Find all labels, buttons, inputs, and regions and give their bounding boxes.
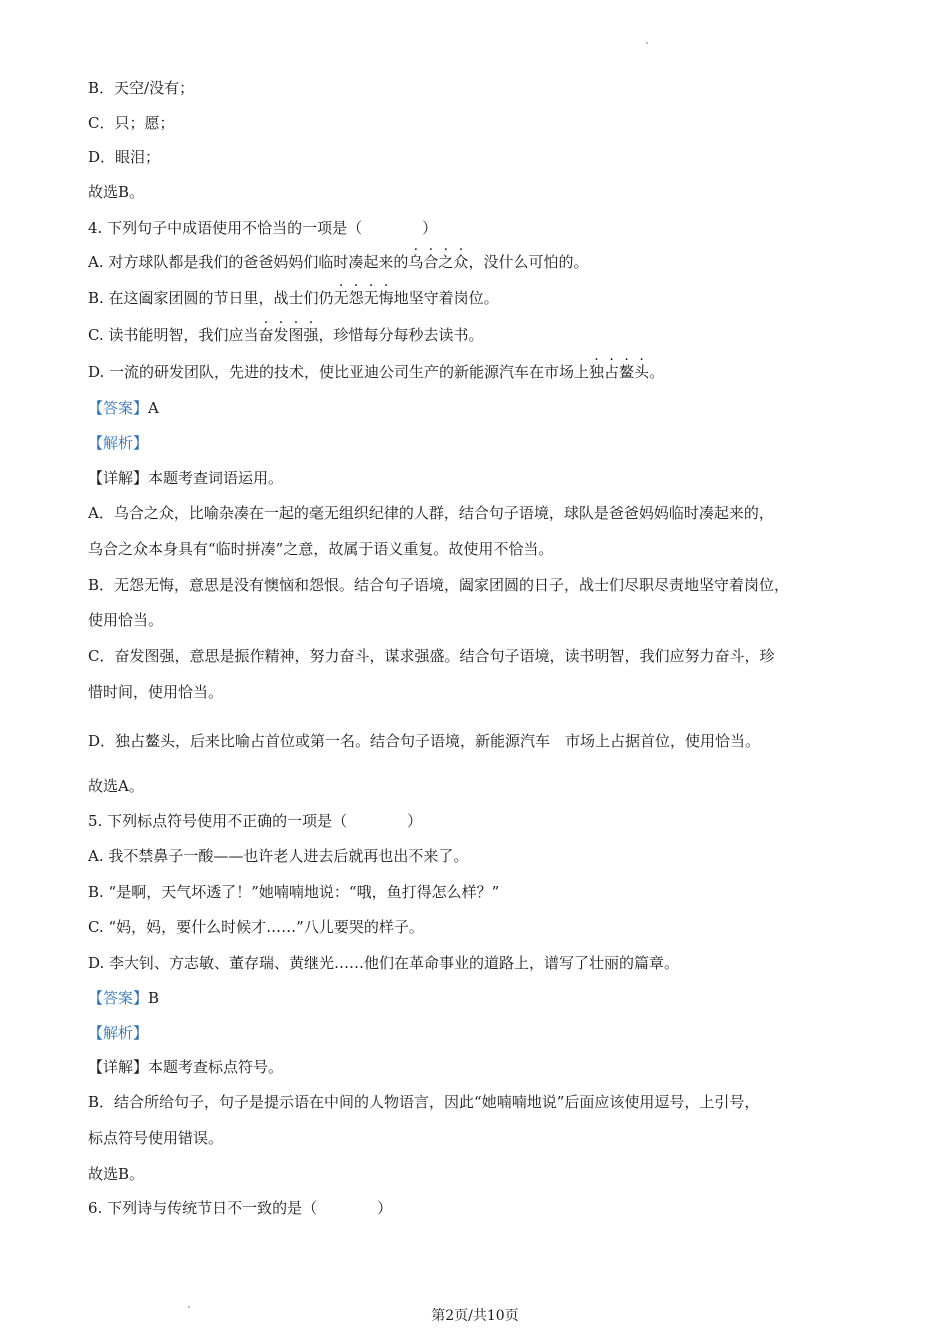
q4d-prefix: D. 一流的研发团队，先进的技术，使比亚迪公司生产的新能源汽车在市场上 [88, 363, 590, 381]
dotted-char: 悔 [378, 289, 394, 307]
answer-5 [88, 988, 159, 1008]
q4b-prefix: B. 在这阖家团圆的节日里，战士们仍 [88, 289, 334, 307]
explain-4b-line2: 使用恰当。 [88, 611, 164, 629]
q4a-suffix: ，没什么可怕的。 [468, 253, 589, 271]
dotted-char: 合 [423, 253, 439, 271]
q5-option-b: B. “是啊，天气坏透了！”她喃喃地说：“哦，鱼打得怎么样？” [88, 883, 500, 901]
dotted-char: 之 [438, 253, 454, 271]
q4-option-b [88, 288, 499, 308]
detail-5 [88, 1057, 283, 1077]
question-4: 4. 下列句子中成语使用不恰当的一项是（ ） [88, 219, 438, 237]
dotted-char: 无 [363, 289, 379, 307]
scan-speck-top [646, 42, 648, 44]
explain-5b-line2: 标点符号使用错误。 [88, 1129, 224, 1147]
q4b-suffix: 地坚守着岗位。 [393, 289, 499, 307]
explain-4a-line2: 乌合之众本身具有“临时拼凑”之意，故属于语义重复。故使用不恰当。 [88, 540, 554, 558]
q5-option-a: A. 我不禁鼻子一酸——也许老人进去后就再也出不来了。 [88, 847, 469, 865]
answer-value: B [148, 989, 160, 1007]
dotted-char: 独 [589, 363, 605, 381]
q4-option-a [88, 252, 588, 272]
explain-4a-line1: A．乌合之众，比喻杂凑在一起的毫无组织纪律的人群，结合句子语境，球队是爸爸妈妈临时凑起来的， [88, 504, 774, 522]
answer-4 [88, 398, 159, 418]
option-b-answer: B．天空/没有； [88, 79, 195, 97]
dotted-char: 图 [288, 326, 304, 344]
q4d-suffix: 。 [649, 363, 665, 381]
q5-option-d: D. 李大钊、方志敏、董存瑞、黄继光……他们在革命事业的道路上，谱写了壮丽的篇章。 [88, 954, 680, 972]
page-footer: 第2页/共10页 [431, 1308, 519, 1324]
explain-4c-line2: 惜时间，使用恰当。 [88, 683, 224, 701]
question-5: 5. 下列标点符号使用不正确的一项是（ ） [88, 812, 423, 830]
q5-option-c: C. “妈，妈，要什么时候才……”八儿要哭的样子。 [88, 918, 424, 936]
analysis-4-heading [88, 433, 148, 453]
detail-tag: 【详解】 [88, 1058, 149, 1076]
detail-text: 本题考查词语运用。 [148, 469, 284, 487]
dotted-char: 乌 [408, 253, 424, 271]
dotted-char: 头 [634, 363, 650, 381]
explain-4b-line1: B．无怨无悔，意思是没有懊恼和怨恨。结合句子语境，阖家团圆的日子，战士们尽职尽责地坚守着岗位， [88, 576, 790, 594]
option-c-answer: C．只；愿； [88, 114, 175, 132]
q4a-prefix: A. 对方球队都是我们的爸爸妈妈们临时凑起来的 [88, 253, 409, 271]
dotted-char: 奋 [258, 326, 274, 344]
explain-5b-line1: B．结合所给句子，句子是提示语在中间的人物语言，因此“她喃喃地说”后面应该使用逗号，上引号， [88, 1093, 760, 1111]
analysis-tag: 【解析】 [88, 1024, 149, 1042]
detail-tag: 【详解】 [88, 469, 149, 487]
detail-text: 本题考查标点符号。 [148, 1058, 284, 1076]
detail-4 [88, 468, 283, 488]
answer-tag: 【答案】 [88, 399, 149, 417]
explain-4c-line1: C．奋发图强，意思是振作精神，努力奋斗，谋求强盛。结合句子语境，读书明智，我们应努力奋斗，珍 [88, 647, 775, 665]
choice-b-5: 故选B。 [88, 1165, 145, 1183]
choice-b: 故选B。 [88, 183, 145, 201]
answer-value: A [148, 399, 159, 417]
q4c-suffix: ，珍惜每分每秒去读书。 [318, 326, 484, 344]
dotted-char: 怨 [348, 289, 364, 307]
dotted-char: 无 [333, 289, 349, 307]
analysis-tag: 【解析】 [88, 434, 149, 452]
explain-4d: D．独占鳌头，后来比喻占首位或第一名。结合句子语境，新能源汽车 市场上占据首位，使用恰当。 [88, 732, 761, 750]
choice-a: 故选A。 [88, 777, 144, 795]
q4-option-d [88, 362, 664, 382]
analysis-5-heading [88, 1023, 148, 1043]
dotted-char: 众 [453, 253, 469, 271]
option-d-answer: D．眼泪； [88, 148, 161, 166]
dotted-char: 强 [303, 326, 319, 344]
q4-option-c [88, 325, 484, 345]
dotted-char: 鳌 [619, 363, 635, 381]
dotted-char: 发 [273, 326, 289, 344]
question-6: 6. 下列诗与传统节日不一致的是（ ） [88, 1199, 393, 1217]
q4c-prefix: C. 读书能明智，我们应当 [88, 326, 259, 344]
dotted-char: 占 [604, 363, 620, 381]
answer-tag: 【答案】 [88, 989, 149, 1007]
